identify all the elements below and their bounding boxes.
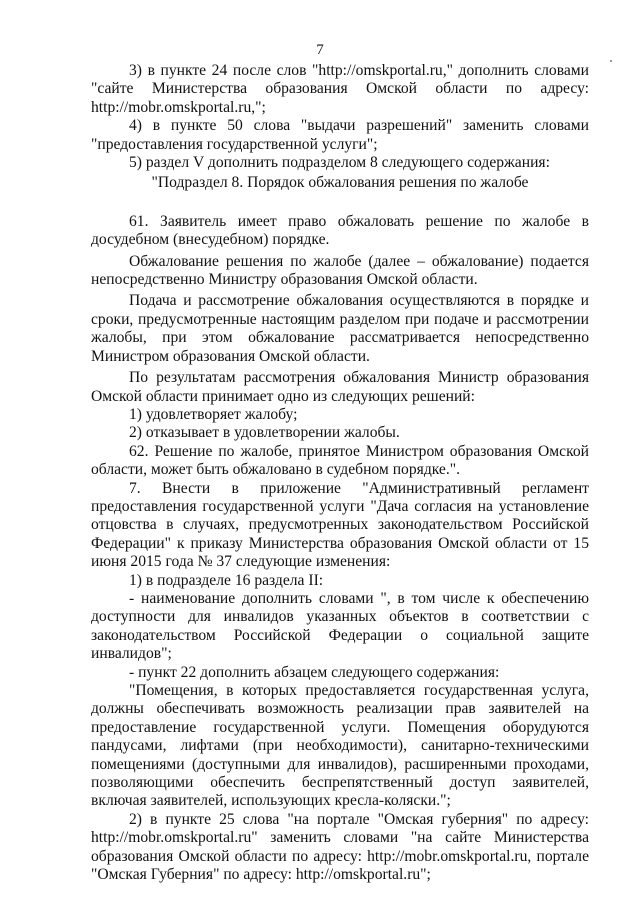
paragraph-62: 62. Решение по жалобе, принятое Министром образования Омской области, может быть обжаловано в судебном порядке.". xyxy=(91,442,589,479)
page-number: 7 xyxy=(316,42,324,58)
document-body xyxy=(91,62,589,884)
paragraph-item-7: 7. Внести в приложение "Административный регламент предоставления государственной услуги "Дача согласия на установление отцовства в случаях, предусмотренных законодательством Российской Федерации" к приказу Министерства образования Омской области от 15 июня 2015 года № 37 следующие изменения: xyxy=(91,479,589,571)
paragraph-item-4: 4) в пункте 50 слова "выдачи разрешений" заменить словами "предоставления государственной услуги"; xyxy=(91,117,589,153)
paragraph-item-3: 3) в пункте 24 после слов "http://omskportal.ru," дополнить словами "сайте Министерства образования Омской области по адресу: http://mobr.omskportal.ru,"; xyxy=(91,62,589,116)
decision-option-1: 1) удовлетворяет жалобу; xyxy=(129,405,298,423)
subitem-1: 1) в подразделе 16 раздела II: xyxy=(129,571,324,589)
dash-item-point-22: - пункт 22 дополнить абзацем следующего содержания: xyxy=(129,663,500,681)
scan-speck xyxy=(610,60,612,62)
paragraph-61: 61. Заявитель имеет право обжаловать решение по жалобе в досудебном (внесудебном) порядке. xyxy=(91,212,589,249)
decision-option-2: 2) отказывает в удовлетворении жалобы. xyxy=(129,424,400,442)
paragraph-appeal-definition: Обжалование решения по жалобе (далее – обжалование) подается непосредственно Министру образования Омской области. xyxy=(91,252,589,289)
paragraph-appeal-results: По результатам рассмотрения обжалования Министр образования Омской области принимает одно из следующих решений: xyxy=(91,369,589,405)
dash-item-name: - наименование дополнить словами ", в том числе к обеспечению доступности для инвалидов указанных объектов в соответствии с законодательством Российской Федерации о социальной защите инвалидов"; xyxy=(91,589,589,663)
paragraph-premises: "Помещения, в которых предоставляется государственная услуга, должны обеспечивать возможность реализации прав заявителей на предоставление государственной услуги. Помещения оборудуются пандусами, лифтами (при необходимости), санитарно-техническими помещениями (доступными для инвалидов), расширенными проходами, позволяющими обеспечить беспрепятственный доступ заявителей, включая заявителей, использующих кресла-коляски."; xyxy=(91,682,589,810)
paragraph-appeal-procedure: Подача и рассмотрение обжалования осуществляются в порядке и сроки, предусмотренные настоящим разделом при подаче и рассмотрении жалобы, при этом обжалование рассматривается непосредственно Министром образования Омской области. xyxy=(91,292,589,365)
subsection-heading: "Подраздел 8. Порядок обжалования решения по жалобе xyxy=(151,174,529,192)
subitem-2: 2) в пункте 25 слова "на портале "Омская губерния" по адресу: http://mobr.omskportal.ru" заменить словами "на сайте Министерства образования Омской области по адресу: http://mobr.omskportal.ru, портале "Омская Губерния" по адресу: http://omskportal.ru"; xyxy=(91,810,589,884)
paragraph-item-5: 5) раздел V дополнить подразделом 8 следующего содержания: xyxy=(129,154,550,172)
